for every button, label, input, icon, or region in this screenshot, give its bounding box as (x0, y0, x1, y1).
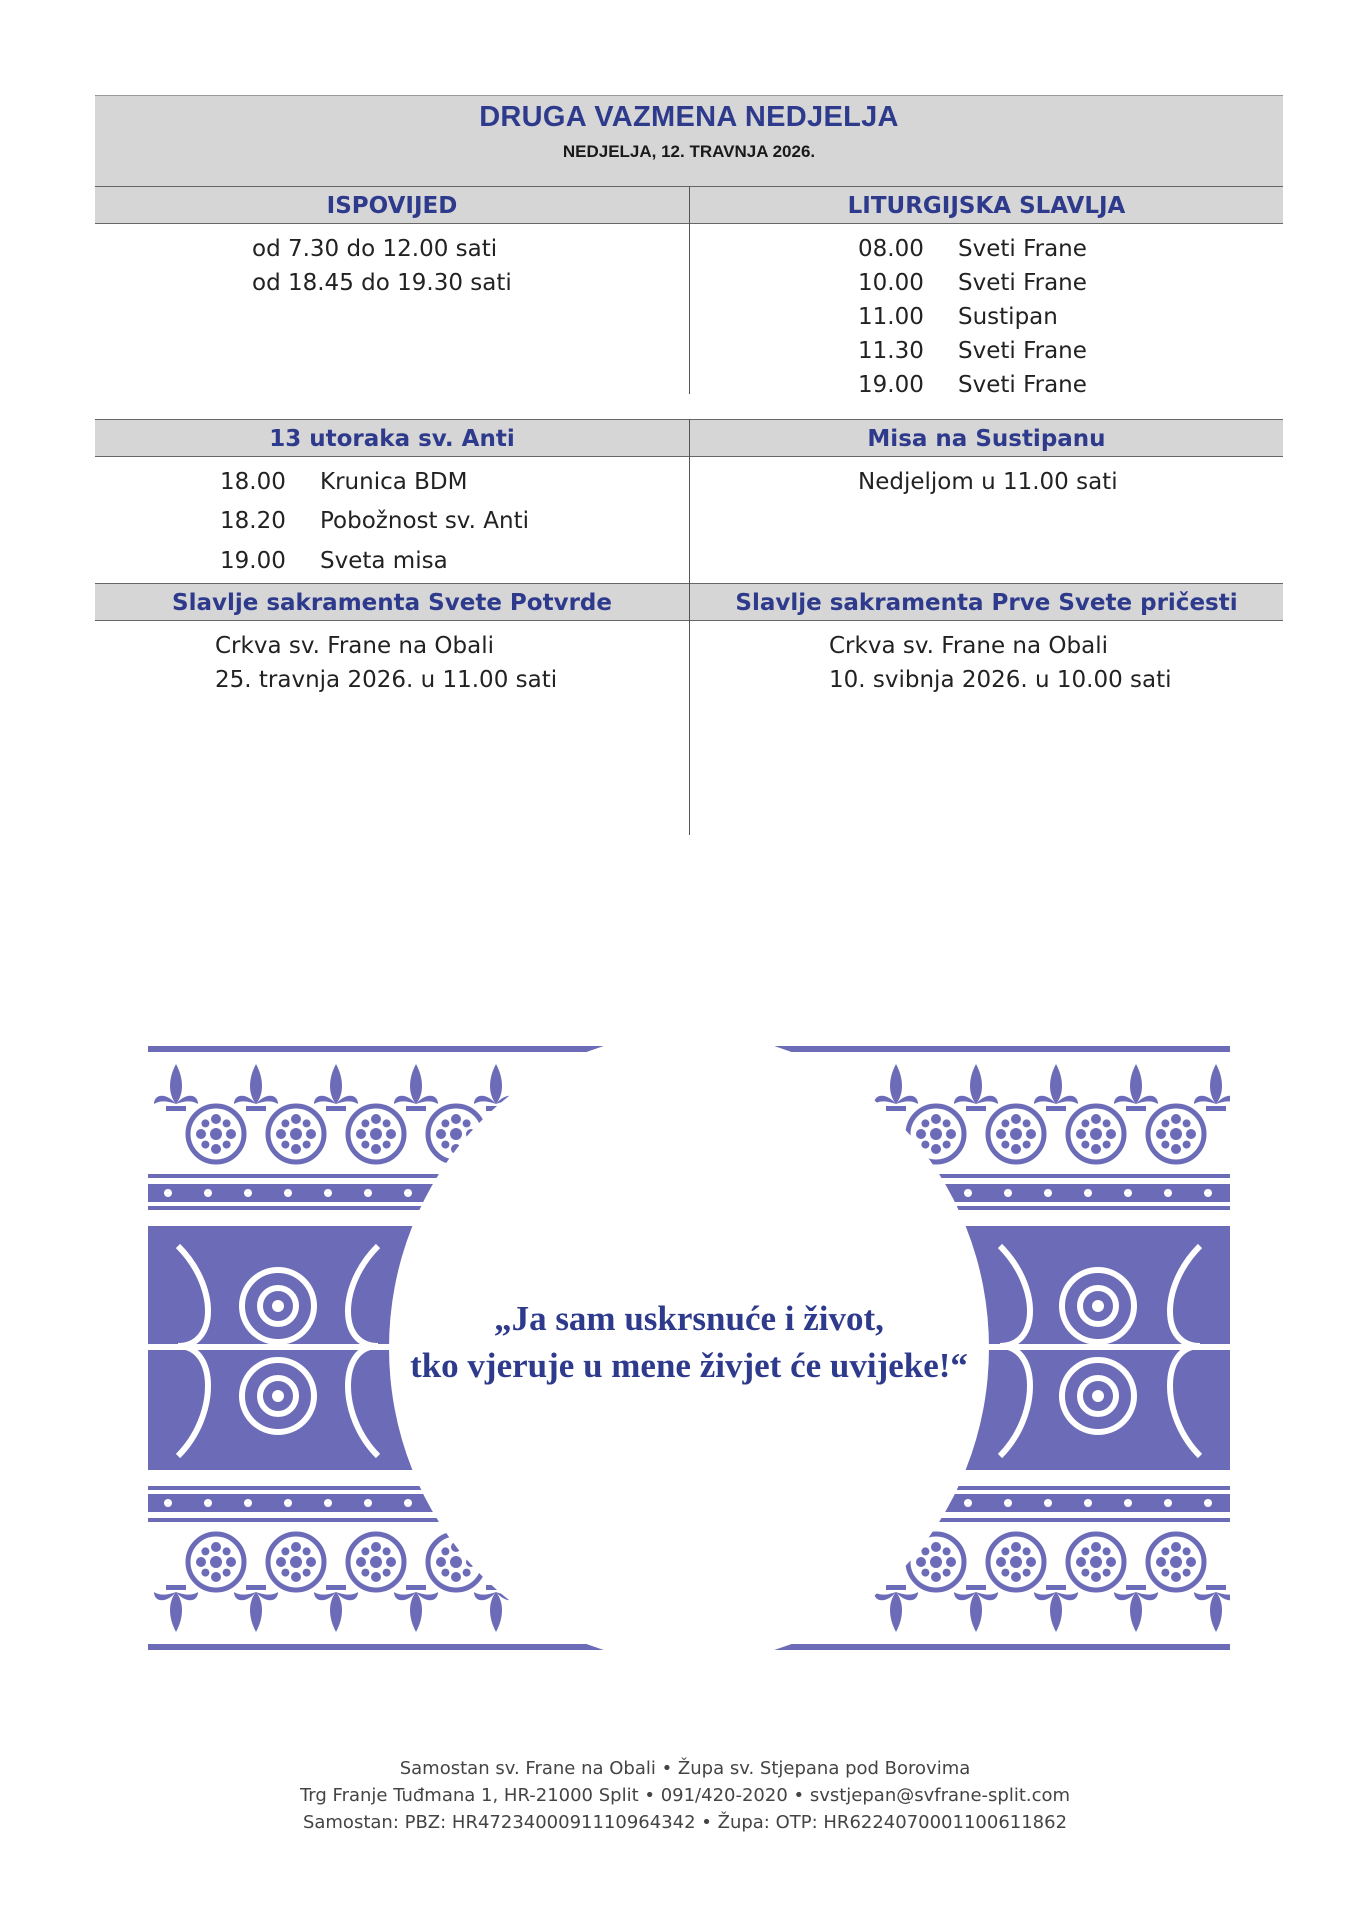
liturgy-time: 11.00 (858, 304, 924, 330)
confirmation-date: 25. travnja 2026. u 11.00 sati (215, 667, 558, 693)
tuesdays-label: Krunica BDM (320, 469, 468, 495)
confession-line: od 7.30 do 12.00 sati (252, 236, 498, 262)
row-sacraments (95, 583, 1283, 835)
communion-heading: Slavlje sakramenta Prve Svete pričesti (690, 583, 1283, 621)
sustipan-line: Nedjeljom u 11.00 sati (858, 469, 1118, 495)
quote-line: tko vjeruje u mene živjet će uvijeke!“ (410, 1346, 968, 1385)
liturgy-heading: LITURGIJSKA SLAVLJA (690, 186, 1283, 224)
confirmation-heading: Slavlje sakramenta Svete Potvrde (95, 583, 689, 621)
page-title: DRUGA VAZMENA NEDJELJA (479, 101, 899, 133)
row-tuesdays-sustipan (95, 419, 1283, 583)
liturgy-time: 19.00 (858, 372, 924, 398)
liturgy-time: 10.00 (858, 270, 924, 296)
confirmation-place: Crkva sv. Frane na Obali (215, 633, 494, 659)
tuesdays-heading: 13 utoraka sv. Anti (95, 419, 689, 457)
communion-place: Crkva sv. Frane na Obali (829, 633, 1108, 659)
liturgy-place: Sveti Frane (958, 270, 1087, 296)
liturgy-section (689, 186, 1283, 398)
easter-quote (148, 1295, 1230, 1389)
page-date: NEDJELJA, 12. TRAVNJA 2026. (562, 142, 816, 161)
tuesdays-time: 19.00 (220, 547, 286, 574)
tuesdays-time: 18.00 (220, 469, 286, 495)
liturgy-time: 11.30 (858, 338, 924, 364)
footer-line: Trg Franje Tuđmana 1, HR-21000 Split • 091/420-2020 • svstjepan@svfrane-split.com (299, 1785, 1071, 1806)
row-confession-liturgy (95, 186, 1283, 398)
tuesdays-label: Pobožnost sv. Anti (320, 508, 529, 535)
title-box (95, 95, 1283, 186)
confession-section (95, 186, 689, 394)
sustipan-section (689, 419, 1283, 583)
communion-section (689, 583, 1283, 835)
liturgy-place: Sveti Frane (958, 338, 1087, 364)
schedule-sheet (95, 95, 1283, 835)
liturgy-place: Sveti Frane (958, 236, 1087, 262)
confession-heading: ISPOVIJED (95, 186, 689, 224)
tuesdays-section (95, 419, 689, 583)
tuesdays-time: 18.20 (220, 508, 286, 535)
tuesdays-label: Sveta misa (320, 547, 448, 574)
quote-line: „Ja sam uskrsnuće i život, (494, 1299, 884, 1338)
liturgy-place: Sustipan (958, 304, 1058, 330)
footer (0, 1755, 1370, 1836)
liturgy-time: 08.00 (858, 236, 924, 262)
confirmation-section (95, 583, 689, 835)
footer-line: Samostan sv. Frane na Obali • Župa sv. Stjepana pod Borovima (399, 1758, 971, 1779)
sustipan-heading: Misa na Sustipanu (690, 419, 1283, 457)
liturgy-place: Sveti Frane (958, 372, 1087, 398)
confession-line: od 18.45 do 19.30 sati (252, 270, 512, 296)
communion-date: 10. svibnja 2026. u 10.00 sati (829, 667, 1172, 693)
footer-line: Samostan: PBZ: HR4723400091110964342 • Župa: OTP: HR6224070001100611862 (302, 1812, 1068, 1833)
